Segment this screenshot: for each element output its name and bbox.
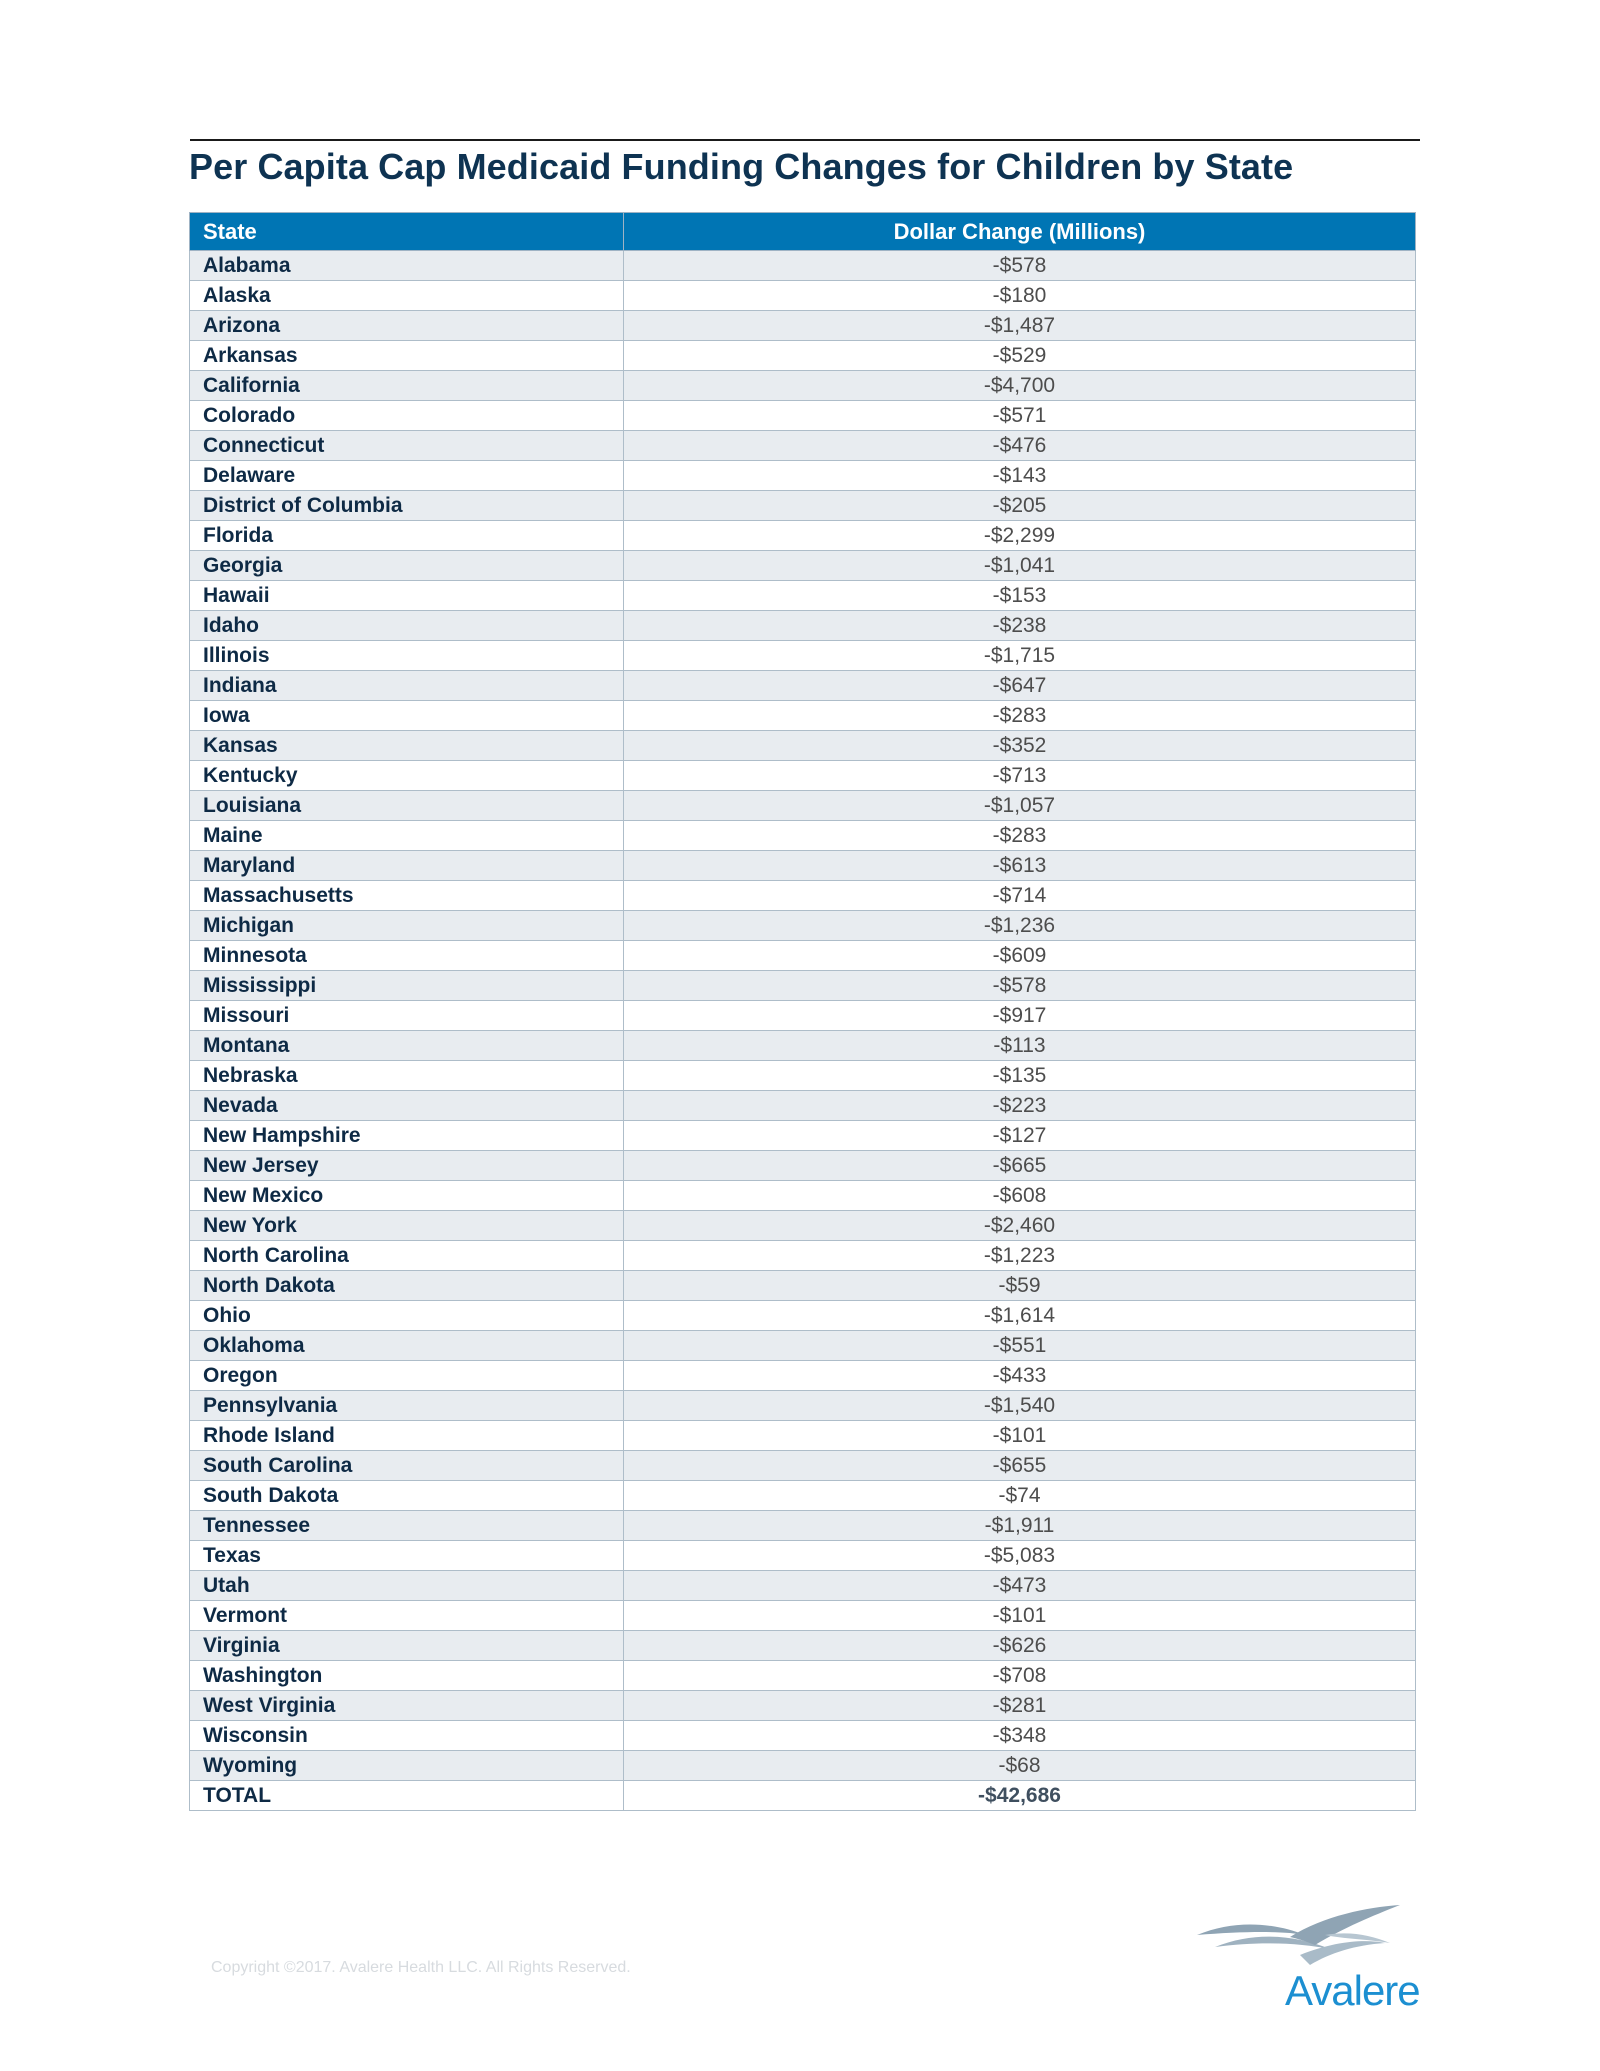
table-row xyxy=(190,1751,1416,1781)
dollar-change-value: -$551 xyxy=(624,1331,1416,1361)
state-name: New Jersey xyxy=(190,1151,624,1181)
dollar-change-value: -$4,700 xyxy=(624,371,1416,401)
table-row xyxy=(190,821,1416,851)
state-name: Montana xyxy=(190,1031,624,1061)
table-row xyxy=(190,401,1416,431)
table-total-row xyxy=(190,1781,1416,1811)
total-label: TOTAL xyxy=(190,1781,624,1811)
table-row xyxy=(190,251,1416,281)
table-row xyxy=(190,1091,1416,1121)
dollar-change-value: -$59 xyxy=(624,1271,1416,1301)
table-row xyxy=(190,941,1416,971)
state-name: District of Columbia xyxy=(190,491,624,521)
table-row xyxy=(190,701,1416,731)
table-row xyxy=(190,911,1416,941)
dollar-change-value: -$613 xyxy=(624,851,1416,881)
state-name: Illinois xyxy=(190,641,624,671)
table-row xyxy=(190,1571,1416,1601)
table-row xyxy=(190,731,1416,761)
table-row xyxy=(190,1691,1416,1721)
state-name: Nebraska xyxy=(190,1061,624,1091)
table-row xyxy=(190,281,1416,311)
state-name: Vermont xyxy=(190,1601,624,1631)
column-header-state: State xyxy=(190,213,624,251)
state-name: North Dakota xyxy=(190,1271,624,1301)
state-name: Minnesota xyxy=(190,941,624,971)
dollar-change-value: -$180 xyxy=(624,281,1416,311)
table-row xyxy=(190,1121,1416,1151)
state-name: Mississippi xyxy=(190,971,624,1001)
dollar-change-value: -$1,487 xyxy=(624,311,1416,341)
table-body xyxy=(190,251,1416,1811)
table-row xyxy=(190,1001,1416,1031)
table-row xyxy=(190,1661,1416,1691)
table-row xyxy=(190,1241,1416,1271)
dollar-change-value: -$578 xyxy=(624,971,1416,1001)
table-row xyxy=(190,431,1416,461)
table-row xyxy=(190,1601,1416,1631)
dollar-change-value: -$5,083 xyxy=(624,1541,1416,1571)
state-name: Arkansas xyxy=(190,341,624,371)
avalere-logo xyxy=(1195,1905,1435,2015)
state-name: Hawaii xyxy=(190,581,624,611)
dollar-change-value: -$127 xyxy=(624,1121,1416,1151)
state-name: Colorado xyxy=(190,401,624,431)
dollar-change-value: -$433 xyxy=(624,1361,1416,1391)
dollar-change-value: -$665 xyxy=(624,1151,1416,1181)
copyright-notice: Copyright ©2017. Avalere Health LLC. All Rights Reserved. xyxy=(211,1959,631,1976)
table-row xyxy=(190,1721,1416,1751)
dollar-change-value: -$2,460 xyxy=(624,1211,1416,1241)
dollar-change-value: -$1,911 xyxy=(624,1511,1416,1541)
page-title: Per Capita Cap Medicaid Funding Changes for Children by State xyxy=(189,146,1294,187)
table-row xyxy=(190,371,1416,401)
state-name: Alabama xyxy=(190,251,624,281)
funding-table xyxy=(189,212,1416,1811)
table-row xyxy=(190,341,1416,371)
state-name: Utah xyxy=(190,1571,624,1601)
table-row xyxy=(190,311,1416,341)
dollar-change-value: -$153 xyxy=(624,581,1416,611)
table-row xyxy=(190,1541,1416,1571)
state-name: South Carolina xyxy=(190,1451,624,1481)
dollar-change-value: -$1,041 xyxy=(624,551,1416,581)
dollar-change-value: -$205 xyxy=(624,491,1416,521)
dollar-change-value: -$647 xyxy=(624,671,1416,701)
table-row xyxy=(190,1361,1416,1391)
dollar-change-value: -$1,057 xyxy=(624,791,1416,821)
state-name: Maine xyxy=(190,821,624,851)
state-name: New Mexico xyxy=(190,1181,624,1211)
dollar-change-value: -$714 xyxy=(624,881,1416,911)
table-row xyxy=(190,1031,1416,1061)
state-name: North Carolina xyxy=(190,1241,624,1271)
table-row xyxy=(190,1331,1416,1361)
table-row xyxy=(190,1631,1416,1661)
dollar-change-value: -$101 xyxy=(624,1601,1416,1631)
dollar-change-value: -$238 xyxy=(624,611,1416,641)
total-value: -$42,686 xyxy=(624,1781,1416,1811)
table-row xyxy=(190,881,1416,911)
dollar-change-value: -$529 xyxy=(624,341,1416,371)
state-name: Ohio xyxy=(190,1301,624,1331)
state-name: New York xyxy=(190,1211,624,1241)
dollar-change-value: -$1,540 xyxy=(624,1391,1416,1421)
table-row xyxy=(190,491,1416,521)
state-name: Wisconsin xyxy=(190,1721,624,1751)
table-row xyxy=(190,1211,1416,1241)
table-row xyxy=(190,1061,1416,1091)
dollar-change-value: -$626 xyxy=(624,1631,1416,1661)
state-name: Delaware xyxy=(190,461,624,491)
state-name: Louisiana xyxy=(190,791,624,821)
state-name: Kentucky xyxy=(190,761,624,791)
state-name: Massachusetts xyxy=(190,881,624,911)
table-row xyxy=(190,461,1416,491)
state-name: Texas xyxy=(190,1541,624,1571)
table-header-row xyxy=(190,213,1416,251)
dollar-change-value: -$143 xyxy=(624,461,1416,491)
table-row xyxy=(190,641,1416,671)
state-name: Indiana xyxy=(190,671,624,701)
table-row xyxy=(190,1421,1416,1451)
dollar-change-value: -$113 xyxy=(624,1031,1416,1061)
dollar-change-value: -$1,614 xyxy=(624,1301,1416,1331)
dollar-change-value: -$1,223 xyxy=(624,1241,1416,1271)
table-row xyxy=(190,581,1416,611)
table-row xyxy=(190,1181,1416,1211)
table-row xyxy=(190,851,1416,881)
dollar-change-value: -$473 xyxy=(624,1571,1416,1601)
dollar-change-value: -$578 xyxy=(624,251,1416,281)
dollar-change-value: -$223 xyxy=(624,1091,1416,1121)
dollar-change-value: -$135 xyxy=(624,1061,1416,1091)
dollar-change-value: -$571 xyxy=(624,401,1416,431)
state-name: Nevada xyxy=(190,1091,624,1121)
dollar-change-value: -$476 xyxy=(624,431,1416,461)
dollar-change-value: -$348 xyxy=(624,1721,1416,1751)
dollar-change-value: -$352 xyxy=(624,731,1416,761)
state-name: Pennsylvania xyxy=(190,1391,624,1421)
state-name: Connecticut xyxy=(190,431,624,461)
dollar-change-value: -$283 xyxy=(624,701,1416,731)
table-row xyxy=(190,611,1416,641)
state-name: Tennessee xyxy=(190,1511,624,1541)
dollar-change-value: -$1,715 xyxy=(624,641,1416,671)
state-name: Michigan xyxy=(190,911,624,941)
state-name: South Dakota xyxy=(190,1481,624,1511)
table-row xyxy=(190,551,1416,581)
dollar-change-value: -$283 xyxy=(624,821,1416,851)
dollar-change-value: -$74 xyxy=(624,1481,1416,1511)
state-name: Idaho xyxy=(190,611,624,641)
dollar-change-value: -$917 xyxy=(624,1001,1416,1031)
wave-bird-icon xyxy=(1195,1905,1435,1975)
table-row xyxy=(190,1391,1416,1421)
dollar-change-value: -$101 xyxy=(624,1421,1416,1451)
dollar-change-value: -$68 xyxy=(624,1751,1416,1781)
table-row xyxy=(190,1511,1416,1541)
state-name: Alaska xyxy=(190,281,624,311)
state-name: Oklahoma xyxy=(190,1331,624,1361)
table-row xyxy=(190,521,1416,551)
state-name: Georgia xyxy=(190,551,624,581)
table-row xyxy=(190,1151,1416,1181)
table-row xyxy=(190,1481,1416,1511)
state-name: Missouri xyxy=(190,1001,624,1031)
table-row xyxy=(190,1451,1416,1481)
table-row xyxy=(190,671,1416,701)
state-name: Maryland xyxy=(190,851,624,881)
dollar-change-value: -$708 xyxy=(624,1661,1416,1691)
table-row xyxy=(190,1301,1416,1331)
column-header-dollar-change: Dollar Change (Millions) xyxy=(624,213,1416,251)
state-name: Florida xyxy=(190,521,624,551)
state-name: Oregon xyxy=(190,1361,624,1391)
dollar-change-value: -$1,236 xyxy=(624,911,1416,941)
table-row xyxy=(190,1271,1416,1301)
dollar-change-value: -$281 xyxy=(624,1691,1416,1721)
state-name: Virginia xyxy=(190,1631,624,1661)
state-name: Kansas xyxy=(190,731,624,761)
table-row xyxy=(190,761,1416,791)
dollar-change-value: -$2,299 xyxy=(624,521,1416,551)
state-name: New Hampshire xyxy=(190,1121,624,1151)
state-name: West Virginia xyxy=(190,1691,624,1721)
dollar-change-value: -$608 xyxy=(624,1181,1416,1211)
state-name: Rhode Island xyxy=(190,1421,624,1451)
state-name: Wyoming xyxy=(190,1751,624,1781)
dollar-change-value: -$609 xyxy=(624,941,1416,971)
title-rule xyxy=(190,139,1420,141)
table-row xyxy=(190,791,1416,821)
state-name: Arizona xyxy=(190,311,624,341)
logo-wordmark: Avalere xyxy=(1285,1967,1420,2014)
dollar-change-value: -$713 xyxy=(624,761,1416,791)
dollar-change-value: -$655 xyxy=(624,1451,1416,1481)
table-row xyxy=(190,971,1416,1001)
state-name: Iowa xyxy=(190,701,624,731)
state-name: Washington xyxy=(190,1661,624,1691)
state-name: California xyxy=(190,371,624,401)
